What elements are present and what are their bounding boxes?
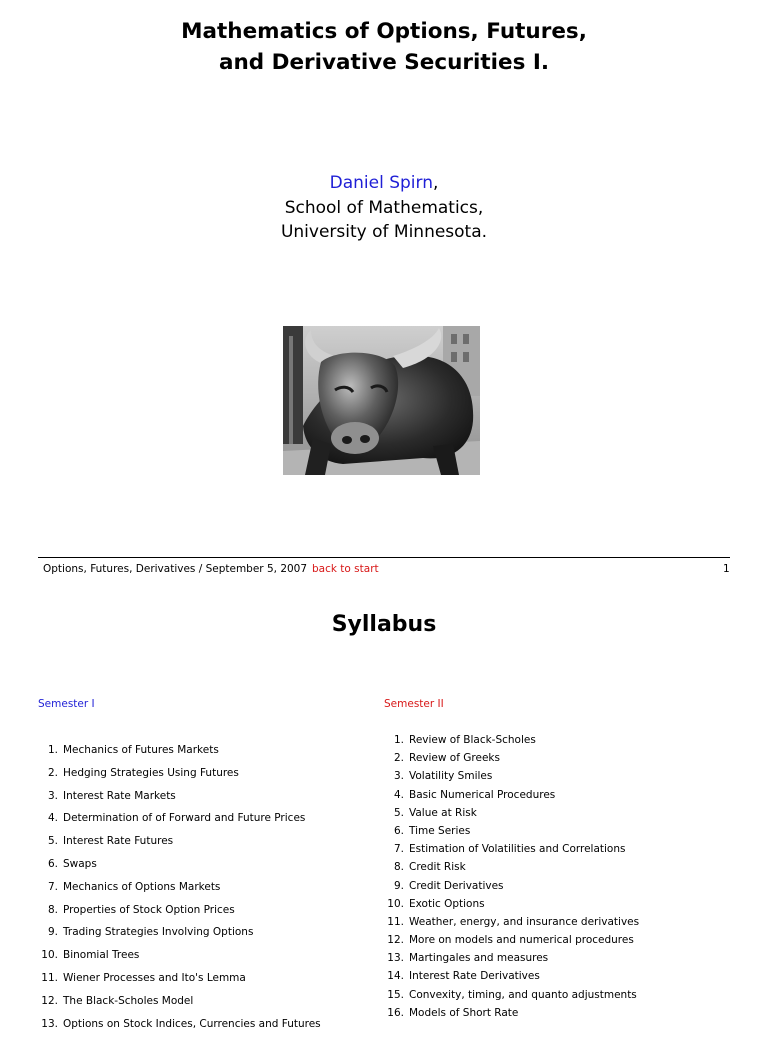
affiliation-line-1: School of Mathematics, — [284, 197, 484, 218]
semester-1-item-text: Mechanics of Futures Markets — [63, 744, 219, 756]
semester-1-item-text: Interest Rate Futures — [63, 835, 174, 848]
semester-2-item-text: Martingales and measures — [409, 952, 549, 965]
semester-2-item-text: Exotic Options — [409, 897, 485, 910]
semester-2-item-text: Models of Short Rate — [409, 1006, 519, 1019]
semester-1-item-number: 2. — [47, 766, 58, 779]
semester-2-item-number: 13. — [387, 952, 404, 965]
semester-2-item-text: Convexity, timing, and quanto adjustments — [409, 988, 637, 1001]
list-item — [38, 834, 321, 857]
semester-1-item-text: Mechanics of Options Markets — [63, 880, 221, 893]
list-item — [38, 971, 321, 994]
semester-2-item-text: Credit Derivatives — [409, 879, 504, 892]
list-item — [38, 789, 321, 812]
slide-title — [0, 16, 768, 78]
semester-2-item-text: Review of Black-Scholes — [409, 734, 536, 746]
list-item — [38, 994, 321, 1017]
semester-1-item-number: 3. — [47, 789, 58, 802]
semester-1-item-text: The Black-Scholes Model — [63, 994, 194, 1007]
affiliation-line-2: University of Minnesota. — [280, 222, 488, 242]
list-item — [38, 880, 321, 903]
semester-1-item-text: Wiener Processes and Ito's Lemma — [63, 971, 246, 984]
semester-2-item-text: Value at Risk — [409, 806, 477, 819]
author-comma: , — [432, 173, 439, 193]
list-item — [38, 1017, 321, 1039]
semester-1-item-text: Interest Rate Markets — [63, 789, 176, 802]
semester-2-item-number: 3. — [393, 770, 404, 783]
list-item — [38, 811, 321, 834]
page-number: 1 — [723, 563, 730, 575]
semester-1-item-text: Trading Strategies Involving Options — [63, 926, 254, 939]
semester-2-item-text: More on models and numerical procedures — [409, 934, 634, 947]
list-item — [384, 879, 639, 897]
syllabus-title: Syllabus — [331, 612, 437, 637]
semester-2-item-text: Interest Rate Derivatives — [409, 970, 540, 983]
footer-rule — [38, 557, 730, 558]
semester-2-item-text: Review of Greeks — [409, 752, 500, 765]
list-item — [38, 766, 321, 789]
list-item — [384, 915, 639, 933]
list-item — [384, 1006, 639, 1024]
semester-2-item-text: Time Series — [409, 824, 471, 837]
semester-1-item-number: 5. — [47, 835, 58, 848]
list-item — [384, 860, 639, 878]
semester-2-item-number: 5. — [393, 806, 404, 819]
semester-1-item-text: Options on Stock Indices, Currencies and Futures — [63, 1017, 321, 1030]
semester-2-heading[interactable]: Semester II — [384, 698, 444, 710]
semester-2-item-number: 7. — [393, 843, 404, 856]
semester-2-item-text: Volatility Smiles — [409, 770, 493, 783]
list-item — [384, 897, 639, 915]
list-item — [38, 857, 321, 880]
semester-1-item-text: Hedging Strategies Using Futures — [63, 766, 239, 779]
back-to-start-link[interactable]: back to start — [312, 563, 379, 575]
semester-2-item-number: 1. — [393, 734, 404, 746]
semester-2-item-number: 11. — [387, 915, 404, 928]
semester-2-item-number: 6. — [393, 824, 404, 837]
semester-1-item-text: Properties of Stock Option Prices — [63, 903, 235, 916]
bull-photo — [283, 326, 480, 475]
list-item — [384, 751, 639, 769]
semester-2-list — [384, 733, 639, 1024]
semester-2-item-number: 12. — [387, 934, 404, 947]
semester-2-item-number: 4. — [393, 788, 404, 801]
semester-1-item-text: Swaps — [63, 857, 97, 870]
author-link[interactable]: Daniel Spirn — [329, 173, 433, 193]
semester-1-item-number: 13. — [41, 1017, 58, 1030]
author-block — [0, 171, 768, 245]
list-item — [384, 806, 639, 824]
list-item — [384, 933, 639, 951]
semester-2-item-number: 15. — [387, 988, 404, 1001]
semester-1-heading[interactable]: Semester I — [38, 698, 95, 710]
list-item — [38, 903, 321, 926]
title-line-1: Mathematics of Options, Futures, — [181, 19, 587, 44]
semester-2-item-number: 9. — [393, 879, 404, 892]
semester-2-item-number: 8. — [393, 861, 404, 874]
semester-2-item-number: 14. — [387, 970, 404, 983]
list-item — [384, 769, 639, 787]
semester-1-item-text: Determination of of Forward and Future Prices — [63, 812, 306, 825]
semester-1-item-number: 6. — [47, 857, 58, 870]
semester-1-item-number: 4. — [47, 812, 58, 825]
list-item — [384, 842, 639, 860]
semester-1-item-number: 10. — [41, 949, 58, 962]
list-item — [384, 824, 639, 842]
semester-1-item-number: 1. — [47, 744, 58, 756]
semester-2-item-number: 10. — [387, 897, 404, 910]
list-item — [384, 951, 639, 969]
semester-2-item-text: Basic Numerical Procedures — [409, 788, 556, 801]
list-item — [38, 925, 321, 948]
list-item — [384, 733, 639, 751]
semester-1-list — [38, 743, 321, 1039]
semester-2-item-number: 16. — [387, 1006, 404, 1019]
semester-2-item-text: Estimation of Volatilities and Correlations — [409, 843, 626, 856]
semester-2-item-text: Weather, energy, and insurance derivatives — [409, 915, 640, 928]
syllabus-slide — [0, 590, 768, 1030]
semester-1-item-number: 8. — [47, 903, 58, 916]
semester-1-item-number: 7. — [47, 880, 58, 893]
list-item — [38, 743, 321, 766]
list-item — [384, 969, 639, 987]
title-line-2: and Derivative Securities I. — [218, 50, 550, 75]
semester-2-item-number: 2. — [393, 752, 404, 765]
footer-text: Options, Futures, Derivatives / September 5, 2007 — [43, 563, 308, 575]
semester-1-item-number: 11. — [41, 971, 58, 984]
list-item — [384, 788, 639, 806]
semester-1-item-text: Binomial Trees — [63, 949, 140, 962]
semester-2-item-text: Credit Risk — [409, 861, 466, 874]
semester-1-item-number: 9. — [47, 926, 58, 939]
list-item — [38, 948, 321, 971]
semester-1-item-number: 12. — [41, 994, 58, 1007]
list-item — [384, 988, 639, 1006]
